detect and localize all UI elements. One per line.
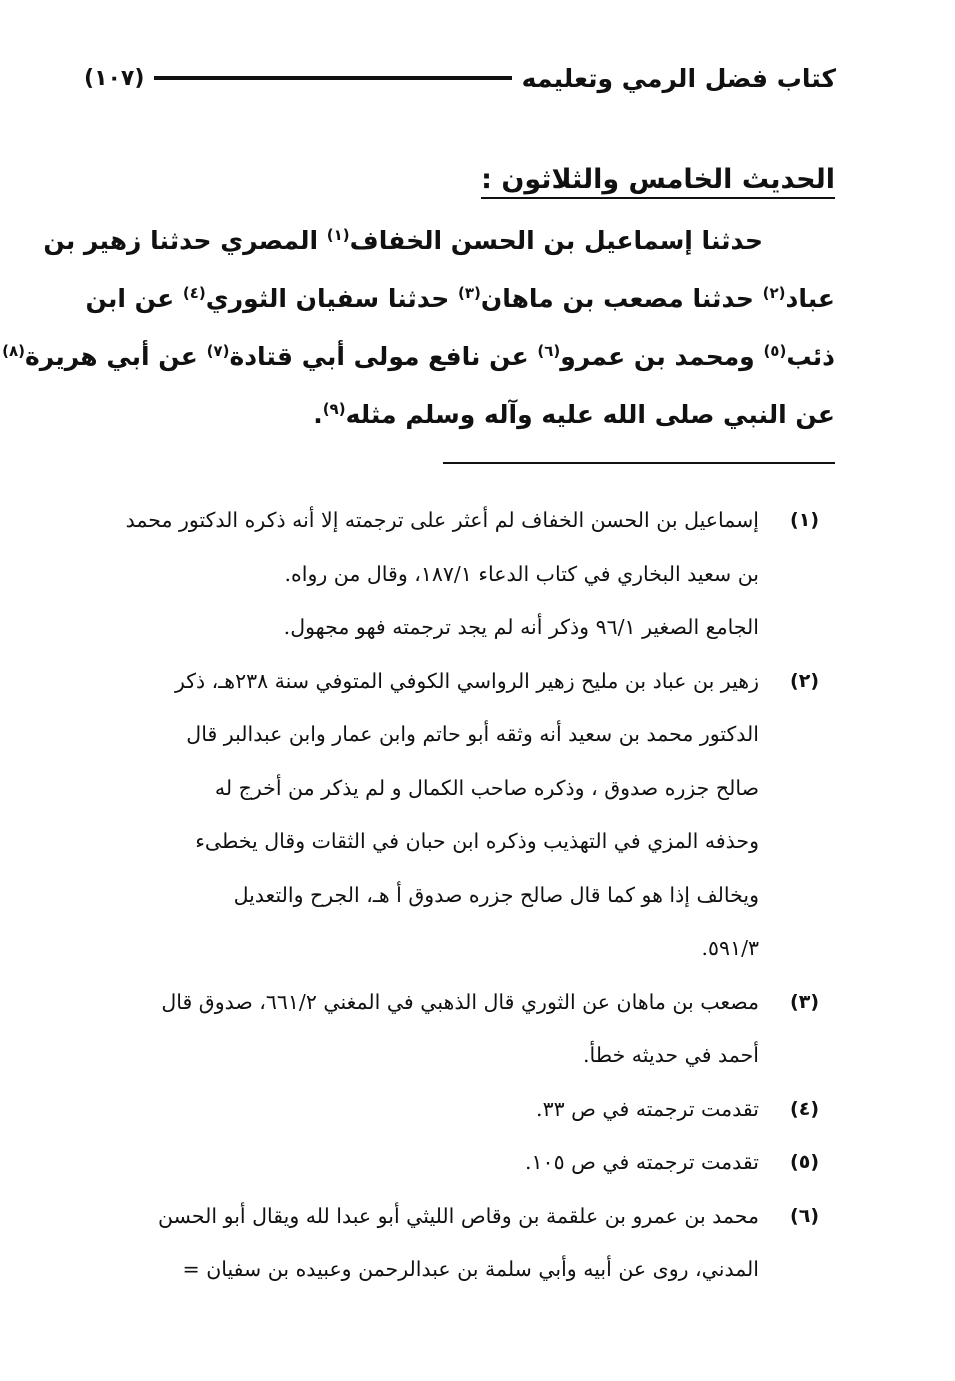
footnote-line: زهير بن عباد بن مليح زهير الرواسي الكوفي المتوفي سنة ٢٣٨هـ، ذكر [174, 668, 759, 693]
book-title: كتاب فضل الرمي وتعليمه [521, 63, 836, 93]
footnote-ref[interactable]: (٨) [2, 342, 26, 360]
hadith-line-4: عن النبي صلى الله عليه وآله وسلم مثله$^{(٩)}$. [313, 400, 835, 429]
footnote-5 [84, 1136, 819, 1190]
footnote-line: مصعب بن ماهان عن الثوري قال الذهبي في المغني ٦٦١/٢، صدوق قال [161, 989, 759, 1014]
footnote-line: بن سعيد البخاري في كتاب الدعاء ١٨٧/١، وقال من رواه. [284, 561, 759, 586]
footnote-line: الجامع الصغير ٩٦/١ وذكر أنه لم يجد ترجمته فهو مجهول. [283, 615, 759, 639]
page-header [84, 58, 836, 98]
footnote-number: (٤) [790, 1097, 819, 1120]
footnote-number [759, 601, 819, 655]
footnote-number: (٣) [790, 990, 819, 1013]
footnote-line: وحذفه المزي في التهذيب وذكره ابن حبان في الثقات وقال يخطىء [195, 829, 759, 853]
footnote-3 [84, 976, 819, 1083]
footnote-1-continued [84, 601, 819, 655]
footnote-line: الدكتور محمد بن سعيد أنه وثقه أبو حاتم وابن عمار وابن عبدالبر قال [186, 722, 759, 746]
footnote-line: تقدمت ترجمته في ص ١٠٥. [525, 1150, 759, 1174]
header-rule [154, 76, 511, 80]
footnote-line: تقدمت ترجمته في ص ٣٣. [536, 1096, 759, 1121]
hadith-line-2: عباد$^{(٢)}$ حدثنا مصعب بن ماهان$^{(٣)}$ حدثنا سفيان الثوري$^{(٤)}$ عن ابن [85, 284, 835, 313]
footnote-ref[interactable]: (٩) [322, 400, 346, 418]
page-number: (١٠٧) [84, 65, 145, 91]
footnote-line: المدني، روى عن أبيه وأبي سلمة بن عبدالرحمن وعبيده بن سفيان = [182, 1257, 759, 1281]
footnote-ref[interactable]: (٧) [206, 342, 230, 360]
footnote-number: (٥) [790, 1151, 819, 1173]
footnote-ref[interactable]: (١) [326, 226, 350, 244]
footnote-number: (٢) [790, 669, 819, 692]
footnote-number: (١) [790, 509, 819, 531]
footnote-line: صالح جزره صدوق ، وذكره صاحب الكمال و لم يذكر من أخرج له [214, 775, 759, 800]
footnote-ref[interactable]: (٣) [457, 284, 481, 302]
footnote-line: إسماعيل بن الحسن الخفاف لم أعثر على ترجمته إلا أنه ذكره الدكتور محمد [125, 508, 759, 532]
footnote-line: محمد بن عمرو بن علقمة بن وقاص الليثي أبو عبدا لله ويقال أبو الحسن [158, 1203, 759, 1228]
footnote-2 [84, 655, 819, 976]
footnote-ref[interactable]: (٦) [537, 342, 561, 360]
footnote-divider [443, 462, 835, 464]
footnote-line: أحمد في حديثه خطأ. [583, 1043, 759, 1067]
hadith-text [2, 212, 835, 444]
footnote-4 [84, 1083, 819, 1137]
footnote-ref[interactable]: (٤) [182, 284, 206, 302]
footnote-line: ٥٩١/٣. [701, 936, 759, 960]
footnote-ref[interactable]: (٢) [762, 284, 786, 302]
footnote-number: (٦) [790, 1204, 819, 1227]
footnote-6 [84, 1190, 819, 1297]
section-heading: الحديث الخامس والثلاثون : [481, 164, 835, 199]
footnotes [84, 494, 819, 1297]
hadith-line-3: ذئب$^{(٥)}$ ومحمد بن عمرو$^{(٦)}$ عن نافع مولى أبي قتادة$^{(٧)}$ عن أبي هريرة$^{(٨)}$ [2, 342, 835, 371]
footnote-line: ويخالف إذا هو كما قال صالح جزره صدوق أ هـ، الجرح والتعديل [233, 882, 759, 907]
footnote-ref[interactable]: (٥) [763, 342, 787, 360]
hadith-line-1: حدثنا إسماعيل بن الحسن الخفاف$^{(١)}$ المصري حدثنا زهير بن [43, 226, 763, 255]
footnote-1 [84, 494, 819, 601]
